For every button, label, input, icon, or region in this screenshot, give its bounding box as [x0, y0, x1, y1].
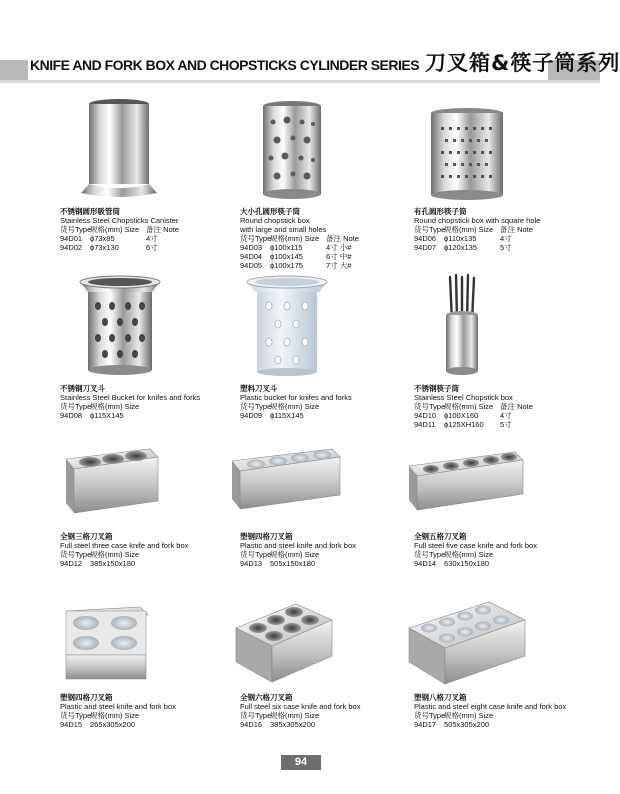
- spec-row: 94D17 505x305x200: [414, 720, 490, 729]
- spec-header: 货号Type 规格(mm) Size: [414, 711, 494, 720]
- product-image-94d08: [78, 272, 162, 378]
- product-name-cn: 塑钢四格刀叉箱: [240, 532, 293, 541]
- spec-row: 94D12 385x150x180: [60, 559, 136, 568]
- spec-header: 货号Type 规格(mm) Size 备注 Note: [414, 225, 533, 234]
- spec-row: 94D13 505x150x180: [240, 559, 316, 568]
- product-name-en: Plastic and steel knife and fork box: [240, 541, 356, 550]
- product-name-en: Stainless Steel Chopstick box: [414, 393, 513, 402]
- product-name-en: Stainless Steel Chopsticks Canister: [60, 216, 179, 225]
- product-desc-94d17: [414, 693, 566, 729]
- spec-header: 货号Type 规格(mm) Size: [414, 550, 494, 559]
- product-name-cn: 塑钢八格刀叉箱: [414, 693, 467, 702]
- product-desc-94d01: [60, 207, 179, 252]
- product-image-94d14: [405, 448, 525, 514]
- product-name-en: Plastic bucket for knifes and forks: [240, 393, 352, 402]
- product-name-cn: 不锈钢圆形吸管筒: [60, 207, 120, 216]
- product-desc-94d09: [240, 384, 352, 420]
- product-name-cn: 塑钢四格刀叉箱: [60, 693, 113, 702]
- spec-row: 94D06 ϕ110x135 4寸: [414, 234, 512, 243]
- header-stripe-left: [0, 60, 28, 80]
- product-name-en: Plastic and steel eight case knife and fork box: [414, 702, 567, 711]
- spec-header: 货号Type 规格(mm) Size 备注 Note: [60, 225, 179, 234]
- product-name-cn: 塑料刀叉斗: [240, 384, 278, 393]
- product-name-en: Full steel six case knife and fork box: [240, 702, 361, 711]
- product-name-cn: 全钢五格刀叉箱: [414, 532, 467, 541]
- product-image-94d03: [257, 100, 327, 202]
- product-image-94d12: [60, 445, 160, 517]
- product-image-94d01: [78, 97, 160, 202]
- product-image-94d06: [427, 107, 507, 203]
- spec-row: 94D05 ϕ100x175 7寸 大#: [240, 261, 352, 270]
- product-desc-94d14: [414, 532, 537, 568]
- product-name-en: Round chopstick box with square hole: [414, 216, 541, 225]
- product-desc-94d10: [414, 384, 533, 429]
- spec-header: 货号Type 规格(mm) Size: [240, 402, 320, 411]
- product-desc-94d06: [414, 207, 540, 252]
- product-desc-94d08: [60, 384, 200, 420]
- spec-header: 货号Type 规格(mm) Size: [240, 550, 320, 559]
- spec-row: 94D11 ϕ125XH160 5寸: [414, 420, 512, 429]
- product-name-en: Stainless Steel Bucket for knifes and forks: [60, 393, 201, 402]
- page-number: 94: [281, 755, 321, 770]
- spec-row: 94D15 265x305x200: [60, 720, 136, 729]
- page-title-en: KNIFE AND FORK BOX AND CHOPSTICKS CYLINDER SERIES: [30, 57, 420, 73]
- product-name-en2: with large and small holes: [240, 225, 327, 234]
- product-name-en: Plastic and steel knife and fork box: [60, 702, 176, 711]
- product-image-94d15: [62, 603, 152, 683]
- product-name-cn: 全钢六格刀叉箱: [240, 693, 293, 702]
- spec-row: 94D04 ϕ100x145 6寸 中#: [240, 252, 352, 261]
- product-name-en: Full steel five case knife and fork box: [414, 541, 537, 550]
- spec-row: 94D02 ϕ73x130 6寸: [60, 243, 158, 252]
- product-name-en: Round chopstick box: [240, 216, 310, 225]
- spec-header: 货号Type 规格(mm) Size: [60, 402, 140, 411]
- product-image-94d16: [232, 600, 336, 686]
- product-desc-94d03: [240, 207, 359, 270]
- product-desc-94d16: [240, 693, 360, 729]
- product-image-94d10: [437, 275, 487, 379]
- product-desc-94d15: [60, 693, 176, 729]
- spec-header: 货号Type 规格(mm) Size: [60, 711, 140, 720]
- spec-row: 94D03 ϕ100x115 4寸 小#: [240, 243, 352, 252]
- product-name-cn: 不锈钢刀叉斗: [60, 384, 105, 393]
- spec-row: 94D07 ϕ120x135 5寸: [414, 243, 512, 252]
- product-name-cn: 有孔圆形筷子筒: [414, 207, 467, 216]
- page-title: [30, 46, 620, 80]
- page-title-zh: 刀叉箱&筷子筒系列: [425, 51, 620, 75]
- product-image-94d09: [245, 272, 329, 378]
- spec-row: 94D09 ϕ115X145: [240, 411, 304, 420]
- product-image-94d17: [405, 598, 529, 688]
- product-name-cn: 全钢三格刀叉箱: [60, 532, 113, 541]
- spec-header: 货号Type 规格(mm) Size 备注 Note: [240, 234, 359, 243]
- product-name-en: Full steel three case knife and fork box: [60, 541, 189, 550]
- spec-header: 货号Type 规格(mm) Size: [60, 550, 140, 559]
- spec-row: 94D08 ϕ115X145: [60, 411, 124, 420]
- product-name-cn: 大小孔圆形筷子筒: [240, 207, 300, 216]
- spec-row: 94D16 385x305x200: [240, 720, 316, 729]
- product-image-94d13: [228, 445, 342, 513]
- spec-row: 94D14 630x150x180: [414, 559, 490, 568]
- spec-header: 货号Type 规格(mm) Size 备注 Note: [414, 402, 533, 411]
- spec-row: 94D01 ϕ73x85 4寸: [60, 234, 158, 243]
- spec-row: 94D10 ϕ100X160 4寸: [414, 411, 512, 420]
- spec-header: 货号Type 规格(mm) Size: [240, 711, 320, 720]
- product-desc-94d12: [60, 532, 188, 568]
- product-name-cn: 不锈钢筷子筒: [414, 384, 459, 393]
- product-desc-94d13: [240, 532, 356, 568]
